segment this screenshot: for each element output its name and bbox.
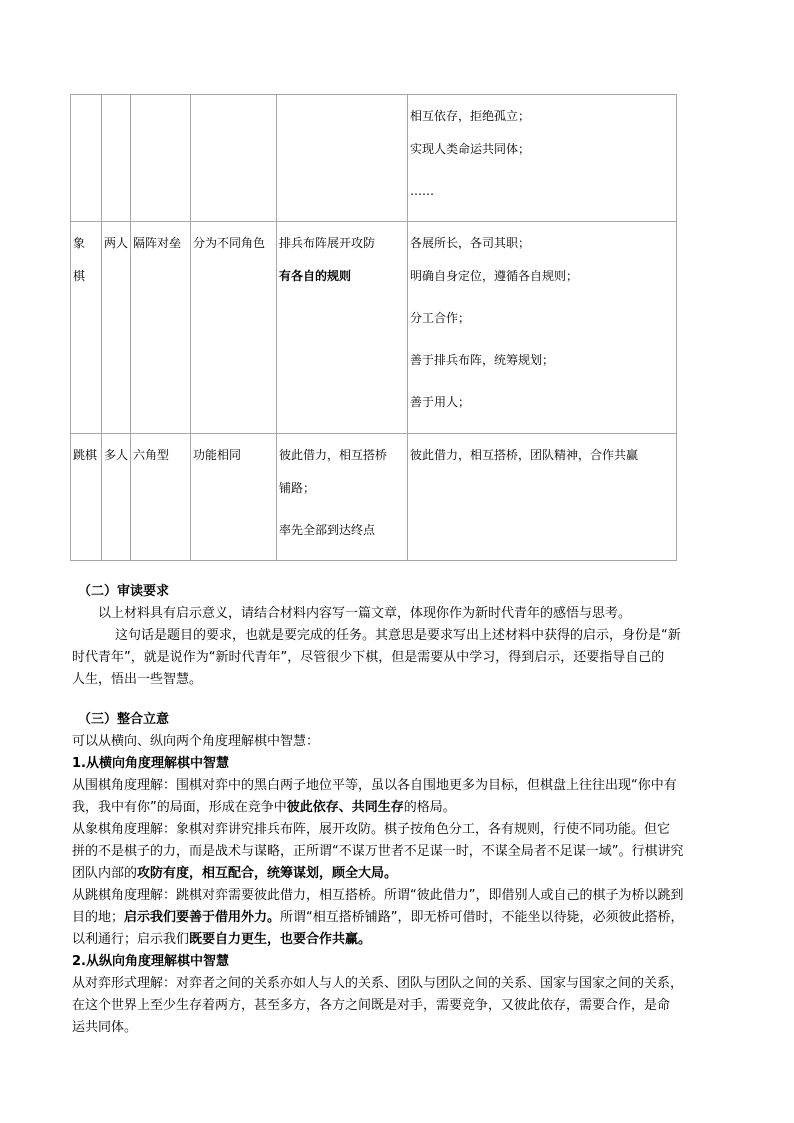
table-row-continuation [71, 95, 677, 222]
insight-line: 分工合作； [410, 311, 471, 325]
text-run: 所谓“相互搭桥铺路”，即无桥可借时，不能坐以待毙，必须彼此搭桥， [280, 910, 684, 925]
feature: 率先全部到达终点 [279, 523, 376, 537]
section-integration [72, 709, 732, 1039]
paragraph-line: 从对弈形式理解：对弈者之间的关系亦如人与人的关系、团队与团队之间的关系、国家与国家之间的关系， [72, 976, 684, 991]
emphasis-text: 彼此依存、共同生存 [286, 800, 404, 815]
table-cell [131, 95, 191, 222]
insight-line: 彼此借力，相互搭桥，团队精神，合作共赢 [410, 448, 639, 462]
text-run: 以利通行；启示我们 [72, 932, 190, 947]
paragraph-line: 从象棋角度理解：象棋对弈讲究排兵布阵，展开攻防。棋子按角色分工，各有规则，行使不同功能。但它 [72, 822, 671, 837]
paragraph-line: 从围棋角度理解：围棋对弈中的黑白两子地位平等，虽以各自围地更多为目标，但棋盘上往往出现“你中有 [72, 778, 677, 793]
paragraph-line: 人生，悟出一些智慧。 [72, 672, 203, 687]
paragraph: 以上材料具有启示意义，请结合材料内容写一篇文章，体现你作为新时代青年的感悟与思考。 [98, 606, 632, 621]
insight-cell [408, 222, 677, 434]
game-name: 棋 [73, 269, 86, 283]
role: 分为不同角色 [193, 236, 266, 250]
role-cell [191, 434, 277, 561]
paragraph-line: 这句话是题目的要求，也就是要完成的任务。其意思是要求写出上述材料中获得的启示，身份是“新 [115, 628, 681, 643]
sub-heading: 1.从横向角度理解棋中智慧 [72, 756, 229, 771]
game-name: 跳棋 [73, 448, 98, 462]
chess-comparison-table [70, 94, 677, 561]
table-cell [191, 95, 277, 222]
paragraph-line: 拼的不是棋子的力，而是战术与谋略，正所谓“不谋万世者不足谋一时，不谋全局者不足谋一域”。行棋讲究 [72, 844, 684, 859]
paragraph-line: 从跳棋角度理解：跳棋对弈需要彼此借力，相互搭桥。所谓“彼此借力”，即借别人或自己的棋子为桥以跳到 [72, 888, 684, 903]
game-name-cell [71, 222, 102, 434]
table-row-tiaoqi [71, 434, 677, 561]
format: 隔阵对垒 [133, 236, 182, 250]
insight-cell [408, 434, 677, 561]
paragraph-line: 运共同体。 [72, 1020, 138, 1035]
feature: 排兵布阵展开攻防 [279, 236, 376, 250]
insight-line: 相互依存，拒绝孤立； [410, 109, 531, 123]
feature: 有各自的规则 [279, 269, 352, 283]
insight-line: …… [410, 184, 434, 198]
insight-line: 明确自身定位，遵循各自规则； [410, 269, 579, 283]
text-run: 团队内部的 [72, 866, 138, 881]
insight-line: 善于排兵布阵，统筹规划； [410, 353, 555, 367]
insight-line: 实现人类命运共同体； [410, 142, 531, 156]
format-cell [131, 222, 191, 434]
table-cell [277, 95, 408, 222]
text-run: 我，我中有你”的局面，形成在竞争中 [72, 800, 287, 815]
table-cell [102, 95, 131, 222]
table-cell [71, 95, 102, 222]
emphasis-text: 既要自力更生，也要合作共赢。 [189, 932, 372, 947]
role-cell [191, 222, 277, 434]
format-cell [131, 434, 191, 561]
paragraph-line: 在这个世界上至少生存着两方，甚至多方，各方之间既是对手，需要竞争，又彼此依存，需要合作，是命 [72, 998, 671, 1013]
insight-line: 善于用人； [410, 395, 471, 409]
emphasis-text: 攻防有度，相互配合，统筹谋划，顾全大局。 [137, 866, 398, 881]
section-heading: （三）整合立意 [78, 712, 170, 727]
sub-heading: 2.从纵向角度理解棋中智慧 [72, 954, 229, 969]
text-run: 目的地； [72, 910, 125, 925]
players: 两人 [104, 236, 129, 250]
paragraph-line [72, 797, 732, 819]
insight-line: 各展所长，各司其职； [410, 236, 531, 250]
players-cell [102, 222, 131, 434]
section-heading: （二）审读要求 [78, 584, 170, 599]
format: 六角型 [133, 448, 170, 462]
section-reading-requirements [72, 581, 732, 691]
paragraph-line [72, 907, 732, 929]
role: 功能相同 [193, 448, 242, 462]
paragraph-line: 时代青年”，就是说作为“新时代青年”，尽管很少下棋，但是需要从中学习，得到启示，还要指导自己的 [72, 650, 665, 665]
game-name: 象 [73, 236, 86, 250]
paragraph-line [72, 929, 732, 951]
paragraph-line [72, 863, 732, 885]
emphasis-text: 启示我们要善于借用外力。 [124, 910, 281, 925]
feature-cell [277, 434, 408, 561]
players: 多人 [104, 448, 129, 462]
table-row-xiangqi [71, 222, 677, 434]
text-run: 的格局。 [403, 800, 456, 815]
players-cell [102, 434, 131, 561]
feature: 彼此借力，相互搭桥 [279, 448, 388, 462]
game-name-cell [71, 434, 102, 561]
feature-cell [277, 222, 408, 434]
insight-cell [408, 95, 677, 222]
feature: 铺路； [279, 481, 316, 495]
paragraph: 可以从横向、纵向两个角度理解棋中智慧： [72, 734, 320, 749]
